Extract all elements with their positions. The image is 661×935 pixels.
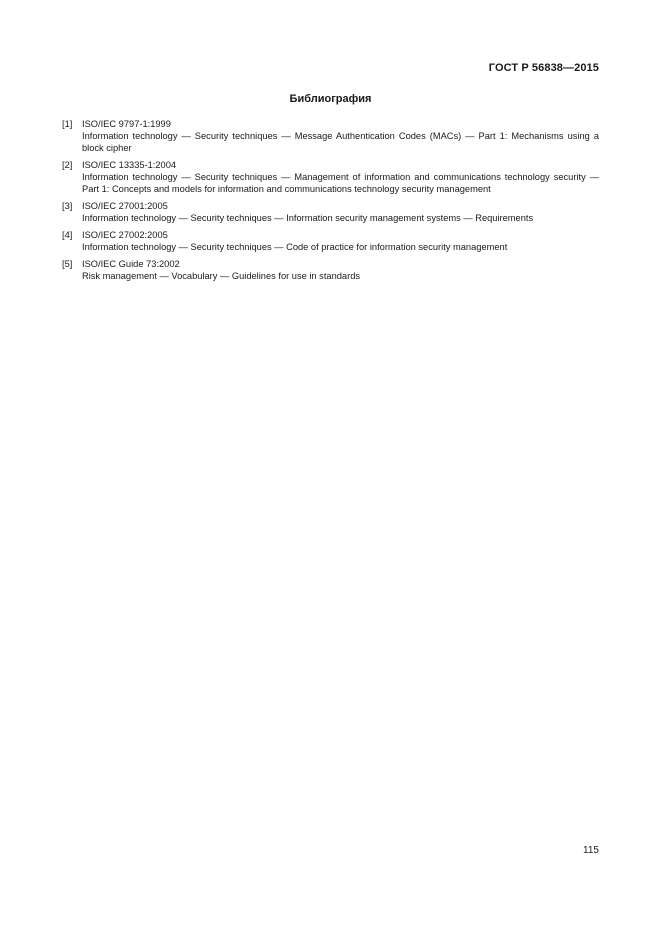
entry-title: Information technology — Security techniques — Information security management systems — Requirements	[82, 213, 534, 223]
entry-body	[82, 229, 599, 253]
entry-title: Information technology — Security techniques — Code of practice for information security management	[82, 242, 508, 252]
bibliography-entry	[62, 159, 599, 195]
standard-id-header: ГОСТ Р 56838—2015	[488, 62, 599, 74]
entry-code: ISO/IEC 27002:2005	[82, 230, 168, 240]
entry-code: ISO/IEC Guide 73:2002	[82, 259, 180, 269]
entry-number: [1]	[62, 119, 73, 129]
entry-title: Information technology — Security techniques — Management of information and communications technology security — Part 1: Concepts and models for information and communications technology security management	[82, 172, 599, 194]
entry-number: [4]	[62, 230, 73, 240]
entry-body	[82, 200, 599, 224]
entry-number: [3]	[62, 201, 73, 211]
entry-title: Risk management — Vocabulary — Guidelines for use in standards	[82, 271, 361, 281]
entry-number: [5]	[62, 259, 73, 269]
entry-code: ISO/IEC 27001:2005	[82, 201, 168, 211]
bibliography-entry	[62, 229, 599, 253]
entry-body	[82, 258, 599, 282]
entry-code: ISO/IEC 13335-1:2004	[82, 160, 177, 170]
entry-number: [2]	[62, 160, 73, 170]
page-number: 115	[583, 845, 599, 856]
bibliography-list	[62, 118, 599, 287]
bibliography-entry	[62, 118, 599, 154]
bibliography-title: Библиография	[289, 93, 372, 105]
bibliography-entry	[62, 200, 599, 224]
entry-body	[82, 159, 599, 195]
entry-title: Information technology — Security techniques — Message Authentication Codes (MACs) — Part 1: Mechanisms using a block cipher	[82, 131, 599, 153]
entry-body	[82, 118, 599, 154]
bibliography-entry	[62, 258, 599, 282]
entry-code: ISO/IEC 9797-1:1999	[82, 119, 171, 129]
